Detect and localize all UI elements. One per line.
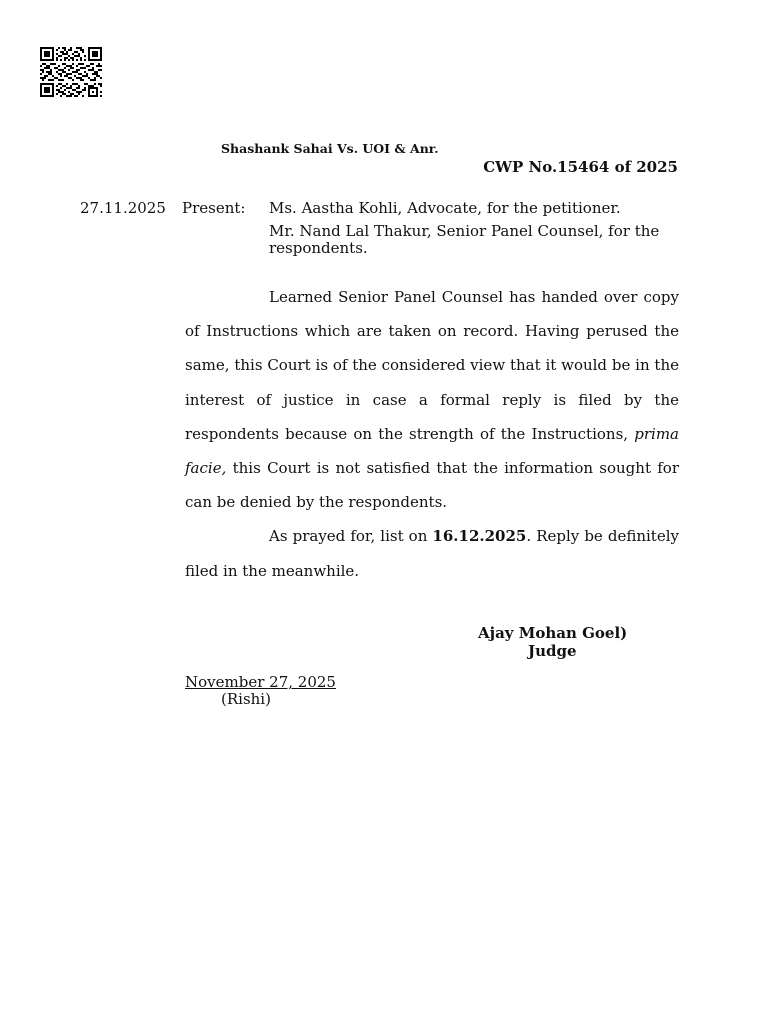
order-text: . Reply be definitely filed in the meanwhile. xyxy=(185,527,679,580)
order-text: As prayed for, list on xyxy=(269,527,433,546)
appearance-petitioner: Ms. Aastha Kohli, Advocate, for the petitioner. xyxy=(269,199,621,217)
appearance-respondents: Mr. Nand Lal Thakur, Senior Panel Counsel, for the respondents. xyxy=(269,222,660,257)
hearing-date: 27.11.2025 xyxy=(80,199,166,217)
case-number: CWP No.15464 of 2025 xyxy=(483,158,678,176)
qr-code xyxy=(40,47,102,97)
order-text: Learned Senior Panel Counsel has handed over copy of Instructions which are taken on record. Having perused the same, this Court is of the considered view that it would be in the interest of justice in case a formal reply is filed by the respondents because on the strength of the Instructions, xyxy=(185,288,679,443)
next-hearing-date: 16.12.2025 xyxy=(432,527,527,546)
judge-name: Ajay Mohan Goel) xyxy=(478,624,628,642)
italic-phrase: prima facie, xyxy=(185,424,679,478)
order-date: November 27, 2025 xyxy=(185,673,336,691)
present-label: Present: xyxy=(182,199,246,217)
case-title: Shashank Sahai Vs. UOI & Anr. xyxy=(221,141,439,156)
order-text: this Court is not satisfied that the information sought for can be denied by the respondents. xyxy=(185,459,679,512)
clerk-initials: (Rishi) xyxy=(221,690,271,708)
judge-title: Judge xyxy=(528,642,577,660)
order-paragraph xyxy=(185,519,679,587)
order-paragraph xyxy=(185,280,679,519)
order-body xyxy=(185,280,679,588)
